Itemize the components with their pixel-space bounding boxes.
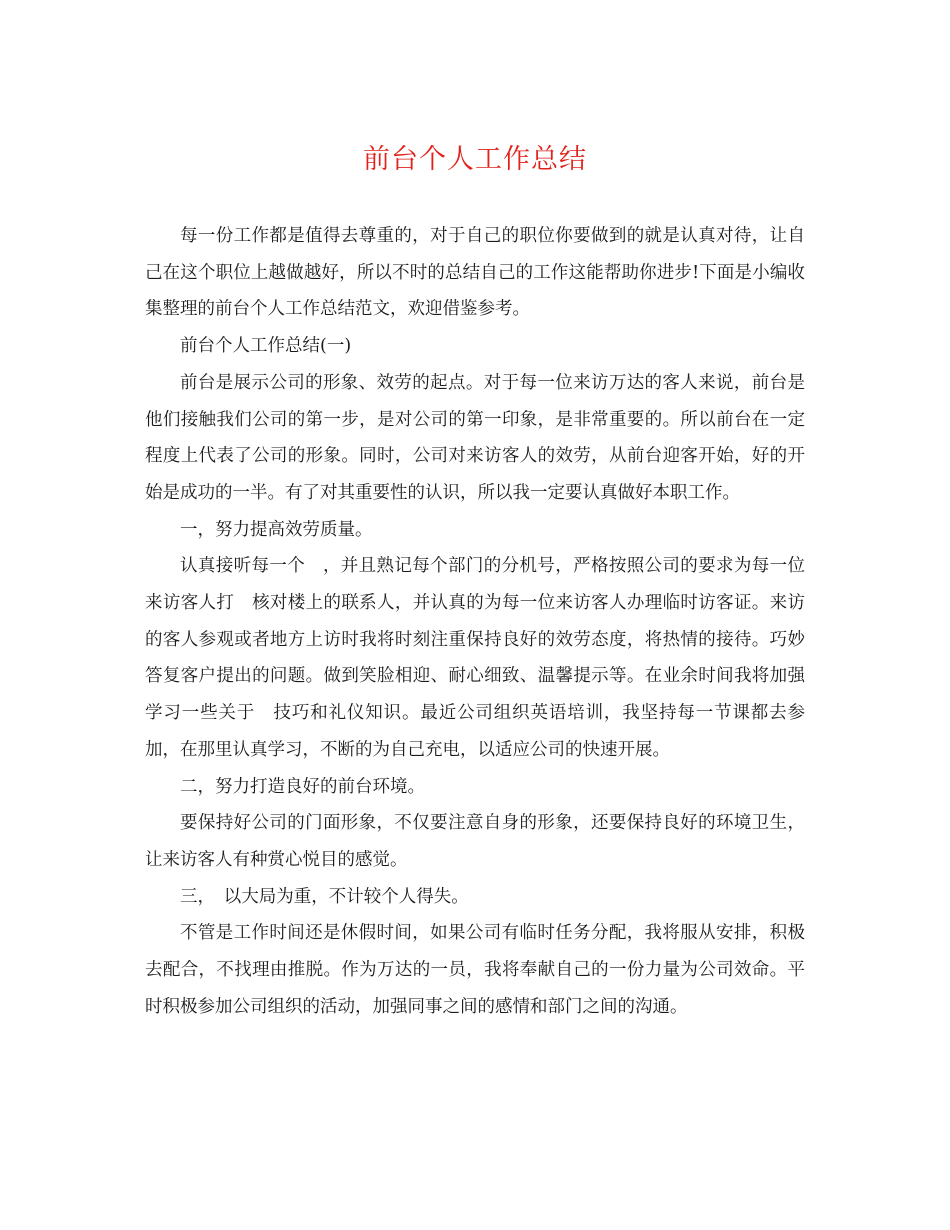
section-heading-one: 前台个人工作总结(一)	[180, 336, 352, 357]
intro-paragraph: 每一份工作都是值得去尊重的，对于自己的职位你要做到的就是认真对待，让自己在这个职位上越做越好，所以不时的总结自己的工作这能帮助你进步!下面是小编收集整理的前台个人工作总结范文，欢迎借鉴参考。	[145, 226, 805, 320]
point-heading-2: 二，努力打造良好的前台环境。	[180, 776, 425, 797]
body-paragraph: 要保持好公司的门面形象，不仅要注意自身的形象，还要保持良好的环境卫生，让来访客人有种赏心悦目的感觉。	[145, 813, 805, 870]
body-paragraph: 不管是工作时间还是休假时间，如果公司有临时任务分配，我将服从安排，积极去配合，不找理由推脱。作为万达的一员，我将奉献自己的一份力量为公司效命。平时积极参加公司组织的活动，加强同事之间的感情和部门之间的沟通。	[145, 923, 805, 1017]
point-heading-3: 三， 以大局为重，不计较个人得失。	[180, 886, 469, 907]
document-title: 前台个人工作总结	[363, 144, 587, 175]
body-paragraph: 前台是展示公司的形象、效劳的起点。对于每一位来访万达的客人来说，前台是他们接触我们公司的第一步，是对公司的第一印象，是非常重要的。所以前台在一定程度上代表了公司的形象。同时，公司对来访客人的效劳，从前台迎客开始，好的开始是成功的一半。有了对其重要性的认识，所以我一定要认真做好本职工作。	[145, 372, 805, 503]
body-paragraph: 认真接听每一个 ，并且熟记每个部门的分机号，严格按照公司的要求为每一位来访客人打 核对楼上的联系人，并认真的为每一位来访客人办理临时访客证。来访的客人参观或者地方上访时我将时刻注重保持良好的效劳态度，将热情的接待。巧妙答复客户提出的问题。做到笑脸相迎、耐心细致、温馨提示等。在业余时间我将加强学习一些关于 技巧和礼仪知识。最近公司组织英语培训，我坚持每一节课都去参加，在那里认真学习，不断的为自己充电，以适应公司的快速开展。	[145, 556, 805, 760]
document-page	[145, 138, 805, 1025]
point-heading-1: 一，努力提高效劳质量。	[180, 519, 373, 540]
